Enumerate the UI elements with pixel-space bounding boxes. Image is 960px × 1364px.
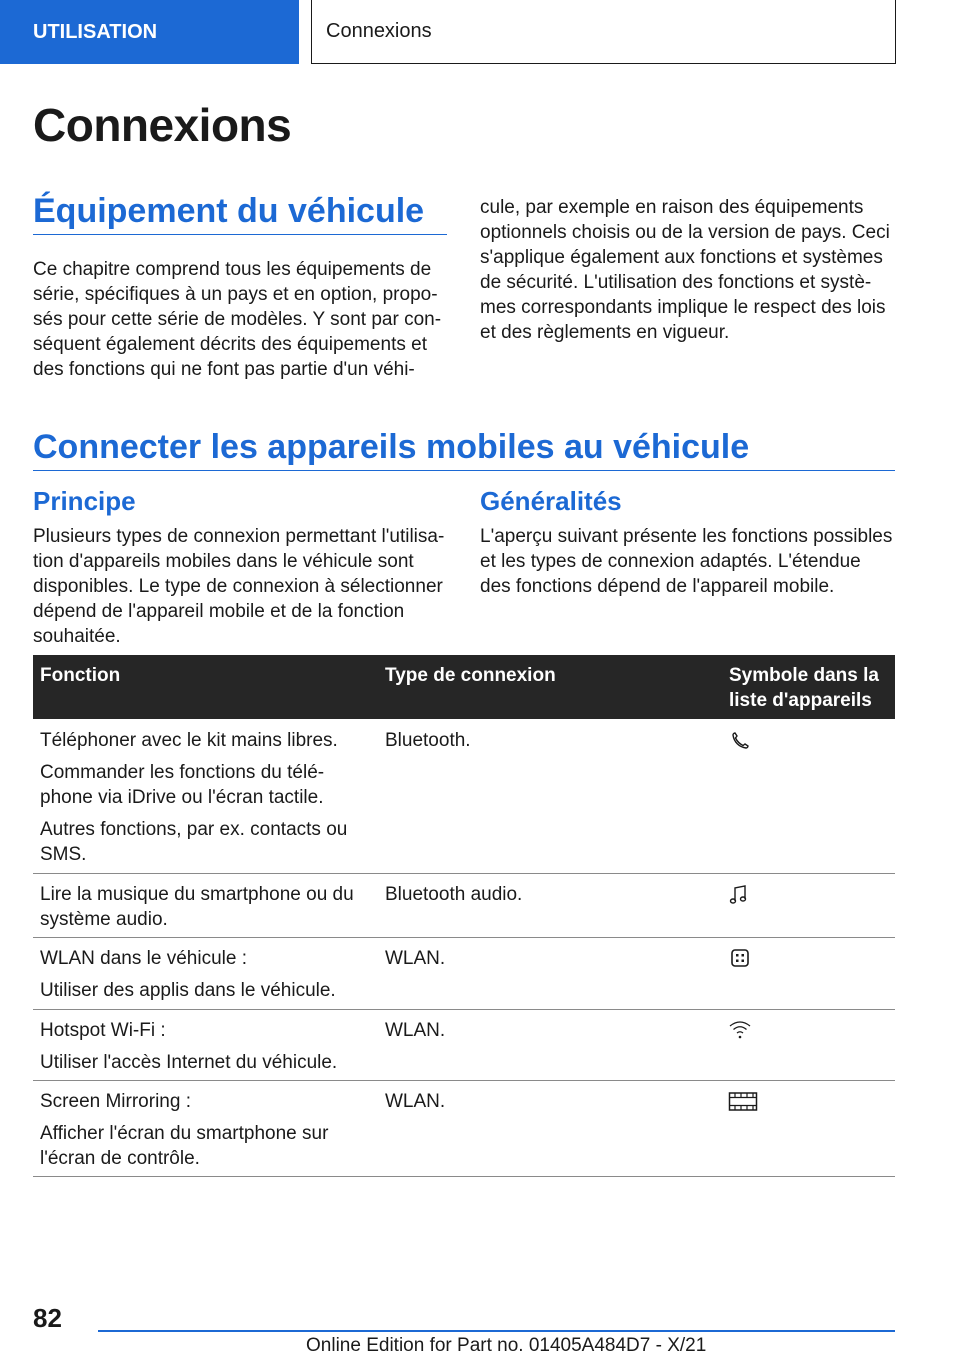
cell-type: Bluetooth audio. — [385, 884, 523, 905]
text-line: tion d'appareils mobiles dans le véhicule sont — [33, 551, 414, 572]
chapter-tab — [311, 0, 896, 64]
cell-type: Bluetooth. — [385, 730, 471, 751]
text-line: Commander les fonctions du télé‐ — [40, 762, 325, 783]
text-line: cule, par exemple en raison des équipements — [480, 197, 864, 218]
text-line: et les types de connexion adaptés. L'étendue — [480, 551, 861, 572]
footer-rule — [98, 1330, 895, 1332]
principe-text — [33, 524, 444, 649]
page-number: 82 — [33, 1303, 62, 1333]
cell-fonction — [40, 946, 336, 1003]
cell-fonction — [40, 1089, 328, 1171]
text-line: souhaitée. — [33, 626, 121, 647]
text-line: s'applique également aux fonctions et systèmes — [480, 247, 883, 268]
section-label: UTILISATION — [33, 20, 158, 43]
cell-type: WLAN. — [385, 1091, 446, 1112]
row-divider — [33, 1009, 895, 1010]
text-line: des fonctions dépend de l'appareil mobile. — [480, 576, 835, 597]
text-line: L'aperçu suivant présente les fonctions possibles — [480, 526, 893, 547]
text-line: l'écran de contrôle. — [40, 1148, 200, 1169]
text-line: Téléphoner avec le kit mains libres. — [40, 730, 338, 751]
subheading-generalites: Généralités — [480, 486, 622, 516]
phone-icon — [729, 731, 751, 753]
text-line: Lire la musique du smartphone ou du — [40, 884, 354, 905]
chapter-label: Connexions — [326, 20, 432, 42]
text-line: dépend de l'appareil mobile et de la fonction — [33, 601, 405, 622]
text-line: mes correspondants implique le respect des lois — [480, 297, 886, 318]
text-line: de sécurité. L'utilisation des fonctions et systè‐ — [480, 272, 872, 293]
text-line: séquent également décrits des équipements et — [33, 334, 427, 355]
text-line: sés pour cette série de modèles. Y sont par con‐ — [33, 309, 442, 330]
header-line: Symbole dans la — [729, 665, 879, 686]
text-line: Autres fonctions, par ex. contacts ou — [40, 819, 348, 840]
column-header-fonction: Fonction — [40, 665, 121, 686]
cell-type: WLAN. — [385, 948, 446, 969]
row-divider — [33, 1080, 895, 1081]
heading-rule — [33, 234, 447, 235]
text-line: Plusieurs types de connexion permettant l'utilisa‐ — [33, 526, 445, 547]
subheading-principe: Principe — [33, 486, 136, 516]
generalites-text — [480, 524, 892, 599]
text-line: Utiliser des applis dans le véhicule. — [40, 980, 336, 1001]
screen-mirroring-icon — [728, 1091, 758, 1113]
column-header-type: Type de connexion — [385, 665, 556, 686]
row-divider — [33, 1176, 895, 1177]
text-line: optionnels choisis ou de la version de pays. Ceci — [480, 222, 890, 243]
text-line: Screen Mirroring : — [40, 1091, 191, 1112]
equipement-text-left — [33, 257, 441, 382]
section-tab — [0, 0, 299, 64]
column-header-symbole — [729, 663, 879, 713]
cell-type: WLAN. — [385, 1020, 446, 1041]
row-divider — [33, 937, 895, 938]
text-line: Afficher l'écran du smartphone sur — [40, 1123, 329, 1144]
text-line: Utiliser l'accès Internet du véhicule. — [40, 1052, 338, 1073]
page-title: Connexions — [33, 99, 292, 151]
text-line: Hotspot Wi-Fi : — [40, 1020, 166, 1041]
text-line: disponibles. Le type de connexion à sélectionner — [33, 576, 443, 597]
text-line: et des règlements en vigueur. — [480, 322, 730, 343]
music-note-icon — [728, 884, 750, 906]
cell-fonction — [40, 728, 347, 867]
text-line: des fonctions qui ne font pas partie d'un véhi‐ — [33, 359, 415, 380]
text-line: SMS. — [40, 844, 87, 865]
text-line: phone via iDrive ou l'écran tactile. — [40, 787, 324, 808]
cell-fonction — [40, 1018, 337, 1075]
heading-rule — [33, 470, 895, 471]
apps-icon — [730, 948, 750, 968]
row-divider — [33, 873, 895, 874]
footer-edition: Online Edition for Part no. 01405A484D7 - X/21 — [306, 1335, 707, 1356]
text-line: Ce chapitre comprend tous les équipements de — [33, 259, 432, 280]
equipement-text-right — [480, 195, 890, 345]
text-line: WLAN dans le véhicule : — [40, 948, 247, 969]
text-line: système audio. — [40, 909, 168, 930]
section-heading-connecter: Connecter les appareils mobiles au véhicule — [33, 428, 750, 466]
text-line: série, spécifiques à un pays et en option, propo‐ — [33, 284, 438, 305]
table-header — [33, 655, 895, 719]
header-line: liste d'appareils — [729, 690, 872, 711]
section-heading-equipement: Équipement du véhicule — [33, 192, 425, 230]
cell-fonction — [40, 882, 354, 932]
wifi-icon — [728, 1018, 752, 1040]
